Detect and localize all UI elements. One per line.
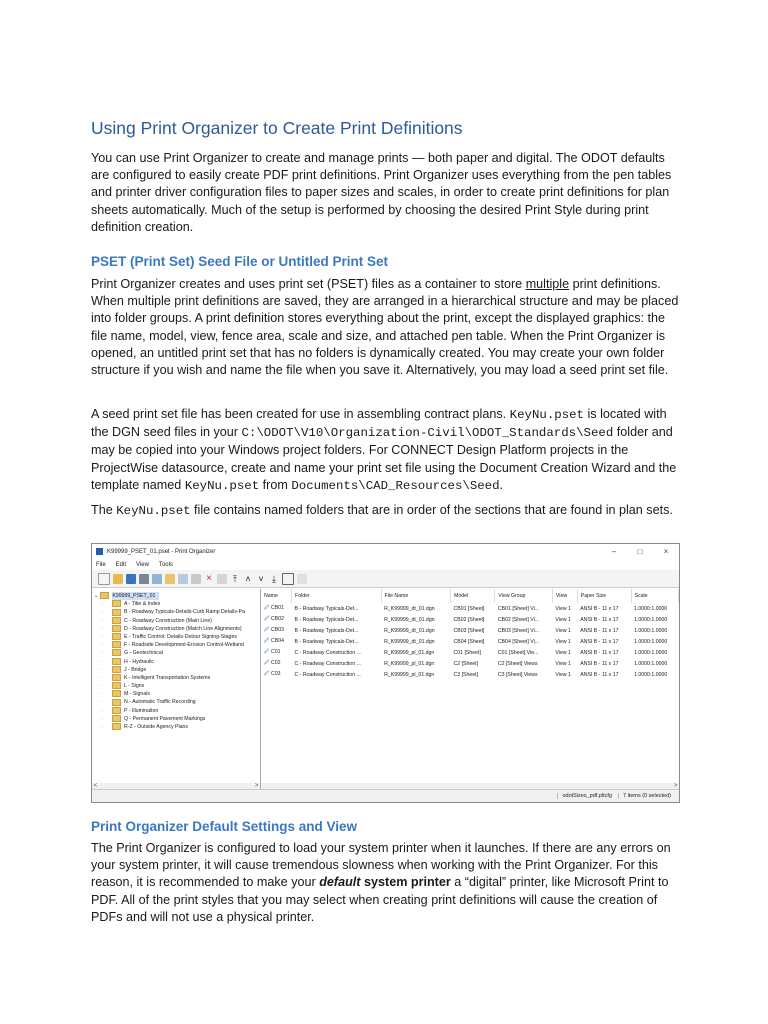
table-row[interactable]: [261, 625, 679, 636]
column-header[interactable]: Paper Size: [577, 589, 631, 603]
folder-icon: [112, 600, 121, 607]
minimize-icon[interactable]: –: [611, 547, 617, 556]
print-definition-icon: 🖉: [264, 627, 271, 633]
status-config-file: odotSizes_pdf.pltcfg: [557, 793, 612, 799]
app-logo-icon: [96, 548, 103, 555]
section-heading-defaults: Print Organizer Default Settings and View: [91, 819, 358, 834]
print-definition-icon: 🖉: [264, 616, 271, 622]
folder-tree: [92, 589, 261, 790]
tree-folder-item[interactable]: ⋯ P - Illumination: [100, 707, 159, 714]
table-cell: 🖉 CB01: [264, 605, 284, 611]
table-cell: 🖉 C02: [264, 660, 281, 666]
seed-paragraph: A seed print set file has been created for use in assembling contract plans. KeyNu.pset is located with the DGN seed files in your C:\ODOT\V10\Organization-Civil\ODOT_Standards\Seed folder and may be copied into your Windows project folders. For CONNECT Design Platform projects in the ProjectWise datasource, create and name your print set file using the Document Creation Wizard and the template named KeyNu.pset from Documents\CAD_Resources\Seed.: [91, 407, 677, 493]
status-bar: [92, 789, 679, 802]
folder-icon: [100, 592, 109, 599]
pset-paragraph: Print Organizer creates and uses print set (PSET) files as a container to store multiple print definitions. When multiple print definitions are saved, they are arranged in a hierarchical structure and may be placed into folder groups. A print definition stores everything about the print, except the displayed graphics: the file name, model, view, fence area, scale and size, and attached pen table. When the Print Organizer is opened, an untitled print set that has no folders is dynamically created. You may create your own folder structure if you wish and name the file when you save it. Alternatively, you may load a seed print set file.: [91, 277, 679, 378]
tree-folder-item[interactable]: ⋯ K - Intelligent Transportation Systems: [100, 674, 211, 681]
folder-icon: [112, 609, 121, 616]
table-cell: ANSI B - 11 x 17: [580, 638, 619, 645]
status-item-count: 7 items (0 selected): [618, 793, 671, 799]
table-cell: ANSI B - 11 x 17: [580, 649, 619, 656]
tree-folder-item[interactable]: ⋯ F - Roadside Development-Erosion Control-Wetland: [100, 642, 244, 649]
table-cell: C - Roadway Construction ...: [294, 649, 361, 656]
folder-icon: [112, 617, 121, 624]
table-cell: CB02 [Sheet]: [453, 616, 485, 623]
table-cell: C01 [Sheet]: [453, 649, 481, 656]
underlined-word: multiple: [525, 277, 570, 291]
new-icon[interactable]: [98, 573, 110, 585]
add-icon[interactable]: [297, 574, 307, 584]
menu-tools[interactable]: Tools: [158, 561, 173, 568]
column-header[interactable]: Name: [261, 589, 292, 603]
tree-folder-item[interactable]: ⋯ N - Automatic Traffic Recording: [100, 699, 196, 706]
table-cell: View 1: [555, 671, 571, 678]
table-cell: C01 [Sheet] Vie...: [497, 649, 539, 656]
window-titlebar: [92, 544, 679, 559]
move-up-icon[interactable]: ˄: [245, 573, 251, 584]
table-cell: R_K99999_dt_01.dgn: [384, 627, 435, 634]
folder-icon: [112, 707, 121, 714]
table-cell: ANSI B - 11 x 17: [580, 627, 619, 634]
table-row[interactable]: [261, 636, 679, 647]
table-cell: 🖉 CB03: [264, 627, 284, 633]
tree-folder-item[interactable]: ⋯ H - Hydraulic: [100, 658, 154, 665]
table-cell: C - Roadway Construction ...: [294, 660, 361, 667]
column-header[interactable]: Scale: [631, 589, 678, 603]
table-cell: View 1: [555, 649, 571, 656]
folder-icon: [112, 649, 121, 656]
tree-folder-item[interactable]: ⋯ M - Signals: [100, 691, 150, 698]
folder-icon: [112, 641, 121, 648]
table-cell: 🖉 C01: [264, 649, 281, 655]
table-cell: 🖉 CB04: [264, 638, 284, 644]
table-cell: ANSI B - 11 x 17: [580, 671, 619, 678]
folder-icon: [112, 674, 121, 681]
table-cell: CB03 [Sheet]: [453, 627, 485, 634]
window-title: K99999_PSET_01.pset - Print Organizer: [107, 548, 216, 555]
table-cell: CB01 [Sheet]: [453, 605, 485, 612]
table-cell: CB03 [Sheet] Vi...: [497, 627, 540, 634]
delete-icon[interactable]: ×: [206, 572, 212, 584]
table-cell: View 1: [555, 616, 571, 623]
folder-icon: [112, 690, 121, 697]
toolbar: [92, 570, 679, 588]
tree-folder-item[interactable]: ⋯ G - Geotechnical: [100, 650, 163, 657]
tree-root[interactable]: ⌄ K99999_PSET_01: [92, 592, 260, 600]
maximize-icon[interactable]: □: [637, 547, 643, 556]
folder-icon: [112, 723, 121, 730]
column-header[interactable]: View Group: [495, 589, 553, 603]
folder-icon: [112, 715, 121, 722]
print-icon[interactable]: [139, 574, 149, 584]
table-row[interactable]: [261, 669, 679, 680]
print-definition-icon: 🖉: [264, 660, 271, 666]
properties-icon[interactable]: [191, 574, 201, 584]
definition-list: [261, 589, 679, 790]
table-cell: View 1: [555, 627, 571, 634]
tree-folder-item[interactable]: ⋯ J - Bridge: [100, 666, 147, 673]
menu-bar: [92, 559, 679, 570]
tree-folder-item[interactable]: ⋯ D - Roadway Construction (Match Line Alignments): [100, 625, 242, 632]
close-icon[interactable]: ×: [663, 547, 669, 556]
table-cell: View 1: [555, 638, 571, 645]
table-cell: ANSI B - 11 x 17: [580, 616, 619, 623]
definitions-table: [261, 589, 679, 680]
table-cell: 1.0000:1.0000: [634, 660, 668, 667]
table-cell: R_K99999_pl_01.dgn: [384, 671, 435, 678]
defaults-paragraph: The Print Organizer is configured to load your system printer when it launches. If there are any errors on your system printer, it will cause tremendous slowness when working with the Print Organizer. For this reason, it is recommended to make your default system printer a “digital” printer, like Microsoft Print to PDF. All of the print styles that you may select when creating print definitions will cause the creation of PDFs and will not use a physical printer.: [91, 841, 671, 924]
table-cell: B - Roadway Typicals-Det...: [294, 605, 359, 612]
column-header[interactable]: Folder: [292, 589, 382, 603]
table-cell: View 1: [555, 605, 571, 612]
move-down-icon[interactable]: ˅: [258, 573, 264, 584]
table-cell: 1.0000:1.0000: [634, 649, 668, 656]
content-panes: [92, 589, 679, 790]
tree-folder-item[interactable]: ⋯ R-Z - Outside Agency Plans: [100, 724, 189, 730]
move-bottom-icon[interactable]: ⤓: [272, 573, 276, 584]
table-cell: 1.0000:1.0000: [634, 605, 668, 612]
table-cell: C3 [Sheet]: [453, 671, 479, 678]
table-cell: B - Roadway Typicals-Det...: [294, 638, 359, 645]
column-header[interactable]: File Name: [381, 589, 450, 603]
table-cell: R_K99999_pl_01.dgn: [384, 649, 435, 656]
table-cell: R_K99999_dt_01.dgn: [384, 638, 435, 645]
print-definition-icon: 🖉: [264, 649, 271, 655]
section-heading-pset: PSET (Print Set) Seed File or Untitled Print Set: [91, 254, 389, 269]
table-cell: View 1: [555, 660, 571, 667]
columns-icon[interactable]: [282, 573, 294, 585]
open-icon[interactable]: [113, 574, 123, 584]
print-definition-icon: 🖉: [264, 605, 271, 611]
toggle-icon[interactable]: [217, 574, 227, 584]
table-cell: ANSI B - 11 x 17: [580, 660, 619, 667]
table-cell: C3 [Sheet] Views: [497, 671, 538, 678]
table-cell: R_K99999_dt_01.dgn: [384, 605, 435, 612]
print-definition-icon: 🖉: [264, 638, 271, 644]
table-cell: R_K99999_dt_01.dgn: [384, 616, 435, 623]
tree-folder-item[interactable]: ⋯ A - Title & Index: [100, 601, 161, 608]
preview-icon[interactable]: [152, 574, 162, 584]
table-cell: 🖉 C03: [264, 671, 281, 677]
table-row[interactable]: [261, 603, 679, 614]
folder-icon: [112, 699, 121, 706]
folders-paragraph: The KeyNu.pset file contains named folders that are in order of the sections that are found in plan sets.: [91, 503, 673, 518]
table-cell: B - Roadway Typicals-Det...: [294, 616, 359, 623]
table-cell: CB02 [Sheet] Vi...: [497, 616, 540, 623]
tree-folder-item[interactable]: ⋯ B - Roadway Typicals-Details-Curb Ramp Details-Pa: [100, 609, 245, 616]
tree-folder-item[interactable]: ⋯ L - Signs: [100, 683, 145, 690]
table-row[interactable]: [261, 614, 679, 625]
print-definition-icon: 🖉: [264, 671, 271, 677]
tree-scrollbar[interactable]: < >: [92, 783, 260, 789]
table-row[interactable]: [261, 647, 679, 658]
table-cell: 1.0000:1.0000: [634, 627, 668, 634]
column-header[interactable]: Model: [451, 589, 495, 603]
menu-file[interactable]: File: [96, 561, 106, 568]
folder-icon: [112, 682, 121, 689]
table-cell: CB04 [Sheet]: [453, 638, 485, 645]
print-organizer-screenshot: [91, 543, 680, 803]
column-header[interactable]: View: [552, 589, 577, 603]
folder-icon: [112, 625, 121, 632]
table-cell: R_K99999_pl_01.dgn: [384, 660, 435, 667]
intro-paragraph: You can use Print Organizer to create and manage prints — both paper and digital. The ODOT defaults are configured to easily create PDF print definitions. Print Organizer uses everything from the pen tables and printer driver configuration files to paper sizes and scales, in order to create print definitions for plan sheets automatically. Much of the setup is performed by choosing the desired Print Style during print definition creation.: [91, 151, 672, 234]
new-folder-icon[interactable]: [165, 574, 175, 584]
table-cell: C2 [Sheet]: [453, 660, 479, 667]
list-scrollbar[interactable]: >: [261, 783, 679, 790]
folder-icon: [112, 658, 121, 665]
menu-edit[interactable]: Edit: [115, 561, 127, 568]
table-cell: 1.0000:1.0000: [634, 671, 668, 678]
folder-icon: [112, 666, 121, 673]
folder-icon: [112, 633, 121, 640]
save-icon[interactable]: [126, 574, 136, 584]
table-cell: ANSI B - 11 x 17: [580, 605, 619, 612]
menu-view[interactable]: View: [136, 561, 149, 568]
table-cell: 1.0000:1.0000: [634, 616, 668, 623]
table-cell: C - Roadway Construction ...: [294, 671, 361, 678]
table-cell: 1.0000:1.0000: [634, 638, 668, 645]
move-top-icon[interactable]: ⤒: [233, 573, 237, 584]
tree-folder-item[interactable]: ⋯ C - Roadway Construction (Main Line): [100, 617, 212, 624]
tree-folder-item[interactable]: ⋯ Q - Permanent Pavement Markings: [100, 715, 206, 722]
tree-folder-item[interactable]: ⋯ E - Traffic Control: Details-Detour Signing-Stages: [100, 633, 237, 640]
table-cell: CB04 [Sheet] Vi...: [497, 638, 540, 645]
page-title: Using Print Organizer to Create Print Definitions: [91, 118, 463, 138]
table-cell: C2 [Sheet] Views: [497, 660, 538, 667]
table-cell: CB01 [Sheet] Vi...: [497, 605, 540, 612]
add-definition-icon[interactable]: [178, 574, 188, 584]
table-cell: B - Roadway Typicals-Det...: [294, 627, 359, 634]
table-cell: 🖉 CB02: [264, 616, 284, 622]
table-row[interactable]: [261, 658, 679, 669]
